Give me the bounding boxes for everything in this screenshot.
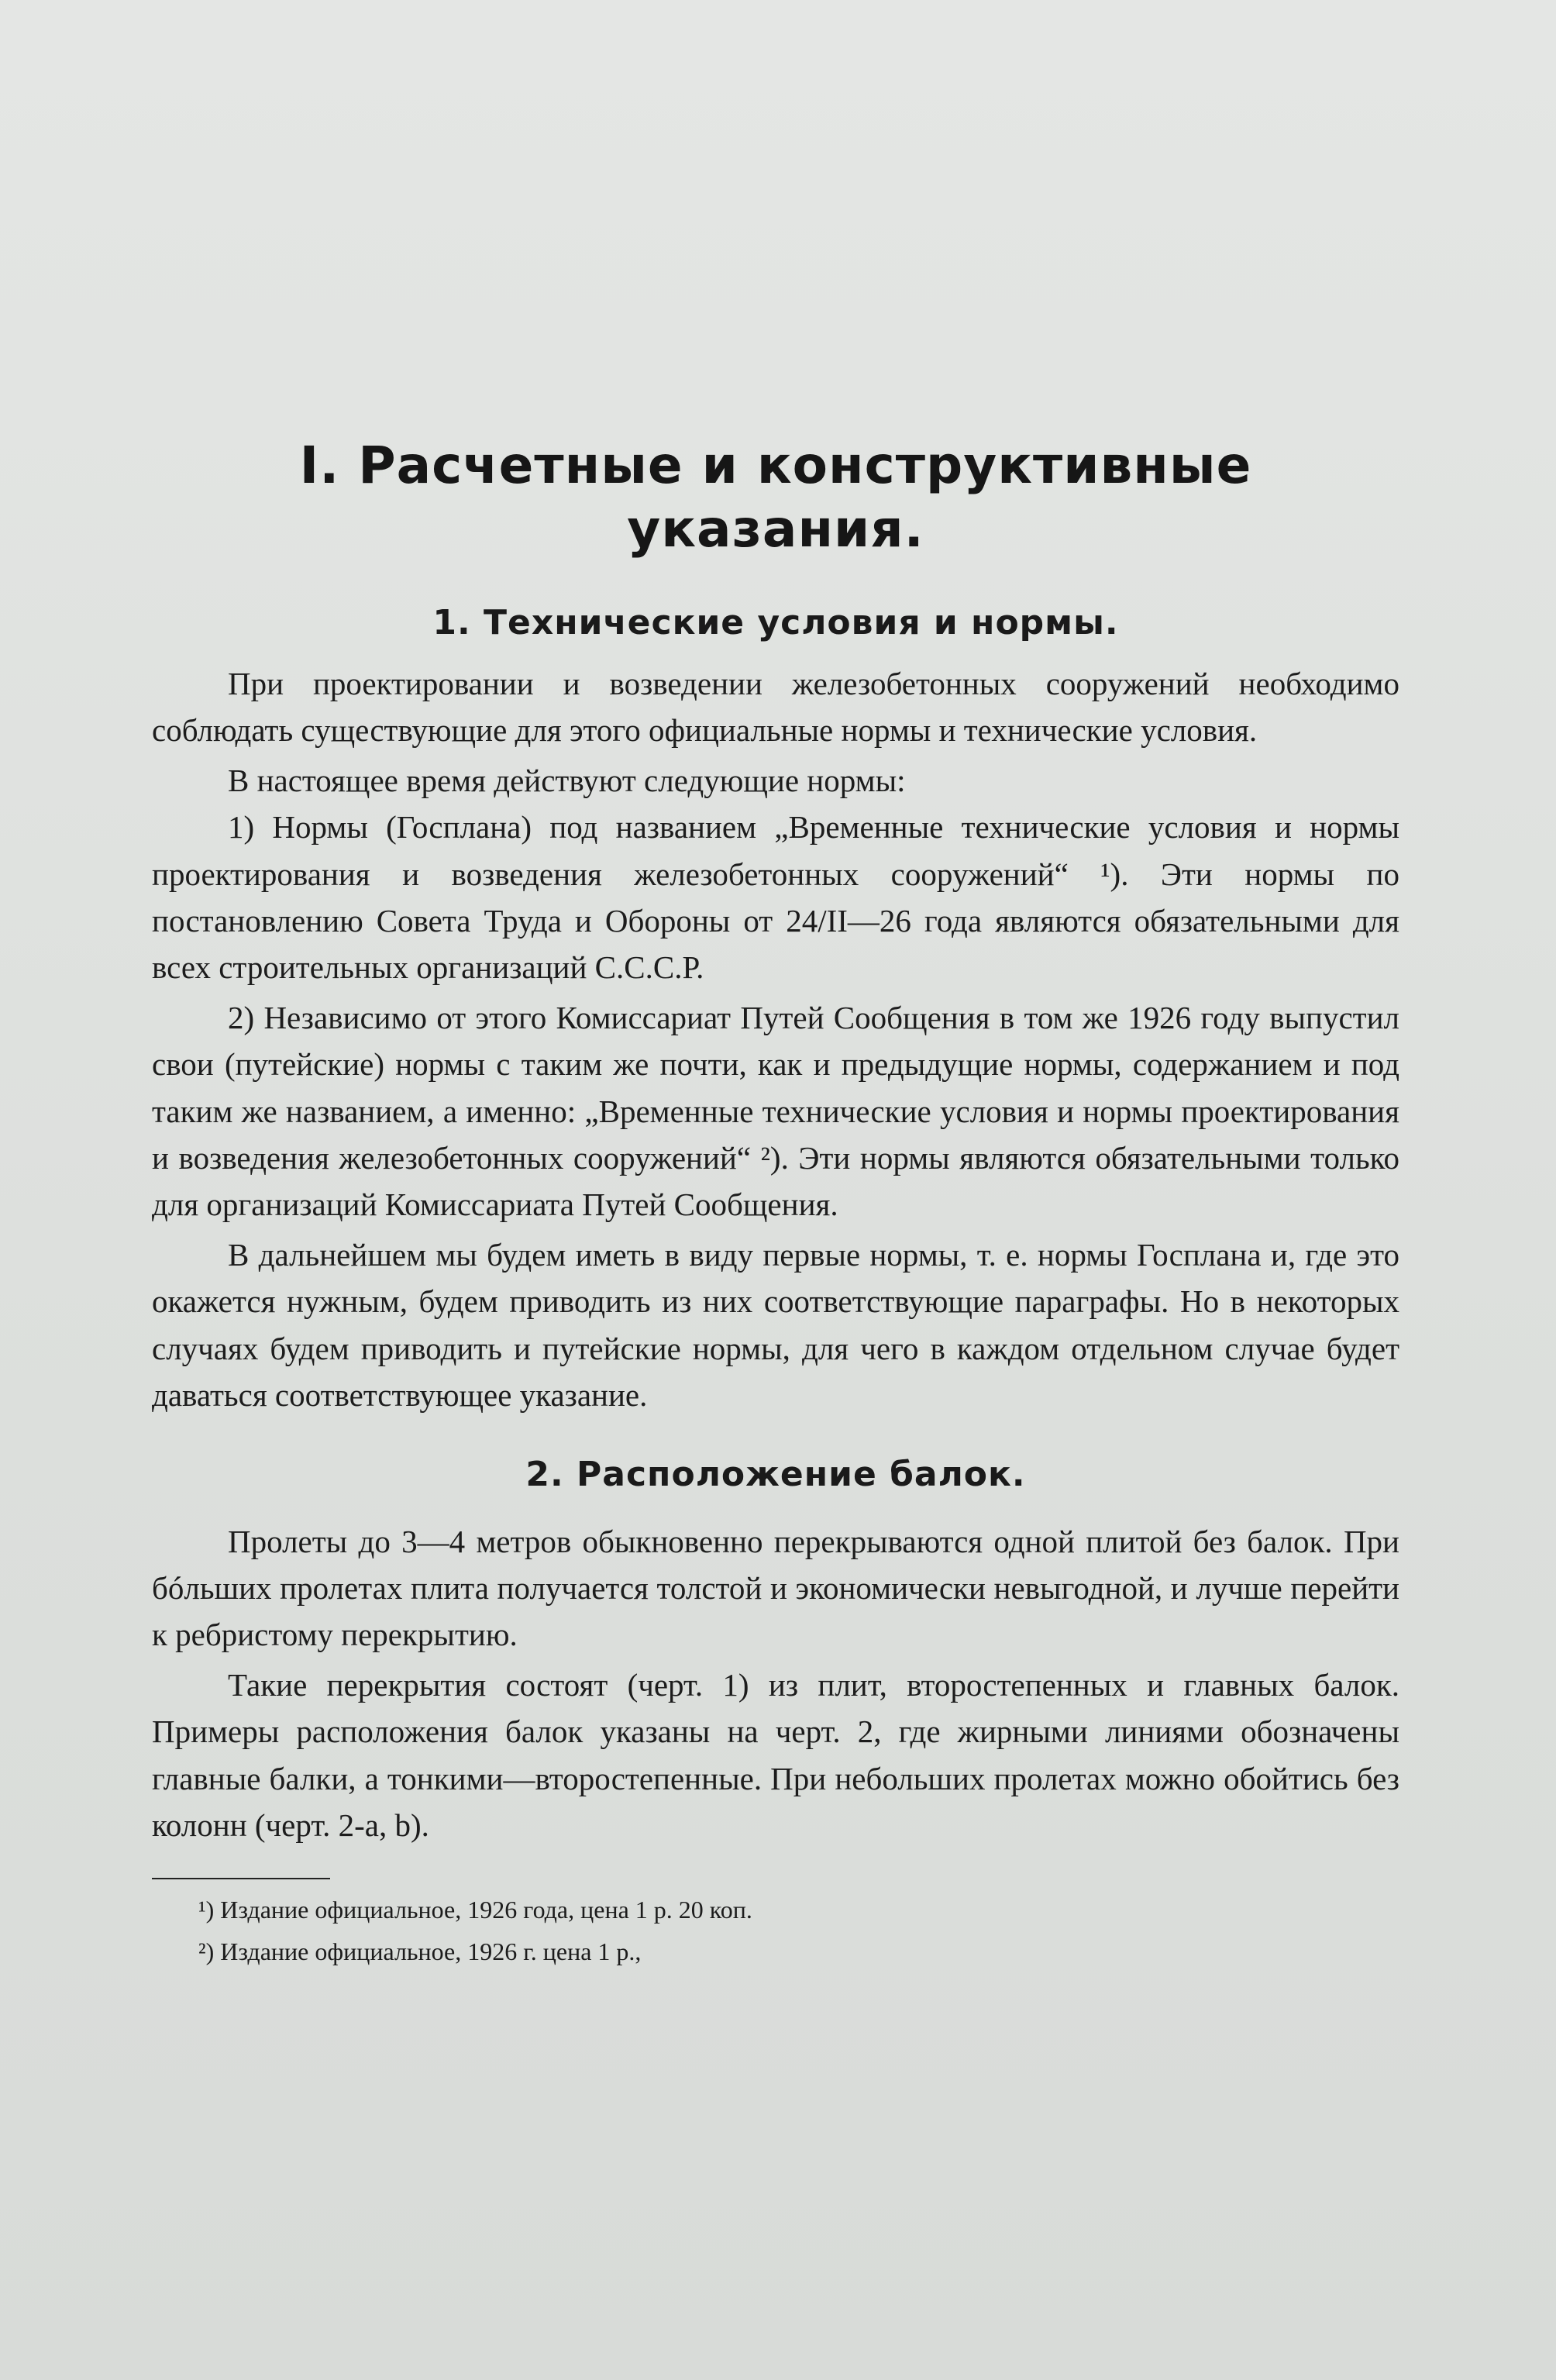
- section-2-title: 2. Расположение балок.: [525, 1454, 1026, 1494]
- section-1-title: 1. Технические условия и нормы.: [432, 603, 1119, 642]
- footnote-separator: [152, 1878, 330, 1879]
- chapter-title-line-1: I. Расчетные и конструктивные: [299, 436, 1252, 495]
- footnote-2: ²) Издание официальное, 1926 г. цена 1 р.,: [198, 1937, 642, 1966]
- section-1-paragraph: В настоящее время действуют следующие нормы:: [228, 762, 906, 798]
- footnote-1: ¹) Издание официальное, 1926 года, цена 1 р. 20 коп.: [198, 1896, 752, 1924]
- chapter-title-line-2: указания.: [627, 499, 924, 559]
- footnotes: [152, 1889, 1399, 1972]
- section-1-paragraph: При проектировании и возведении железобетонных сооружений необходимо соблюдать существующие для этого официальные нормы и технические условия.: [152, 666, 1399, 749]
- section-1-paragraph: 1) Нормы (Госплана) под названием „Временные технические условия и нормы проектирования и возведения железобетонных сооружений“ ¹). Эти нормы по постановлению Совета Труда и Обороны от 24/II—26 года являются обязательными для всех строительных организаций С.С.С.Р.: [152, 809, 1399, 986]
- section-2-paragraph: Такие перекрытия состоят (черт. 1) из плит, второстепенных и главных балок. Примеры расположения балок указаны на черт. 2, где жирными линиями обозначены главные балки, а тонкими—второстепенные. При небольших пролетах можно обойтись без колонн (черт. 2-a, b).: [152, 1666, 1399, 1843]
- text-column: [152, 434, 1399, 1972]
- chapter-title: [152, 434, 1399, 561]
- section-1-paragraph: 2) Независимо от этого Комиссариат Путей Сообщения в том же 1926 году выпустил свои (путейские) нормы с таким же почти, как и предыдущие нормы, содержанием и под таким же названием, а именно: „Временные технические условия и нормы проектирования и возведения железобетонных сооружений“ ²). Эти нормы являются обязательными только для организаций Комиссариата Путей Сообщения.: [152, 999, 1399, 1223]
- section-1-paragraph: В дальнейшем мы будем иметь в виду первые нормы, т. е. нормы Госплана и, где это окажется нужным, будем приводить из них соответствующие параграфы. Но в некоторых случаях будем приводить и путейские нормы, для чего в каждом отдельном случае будет даваться соответствующее указание.: [152, 1236, 1399, 1414]
- section-2-paragraph: Пролеты до 3—4 метров обыкновенно перекрываются одной плитой без балок. При бóльших пролетах плита получается толстой и экономически невыгодной, и лучше перейти к ребристому перекрытию.: [152, 1523, 1399, 1653]
